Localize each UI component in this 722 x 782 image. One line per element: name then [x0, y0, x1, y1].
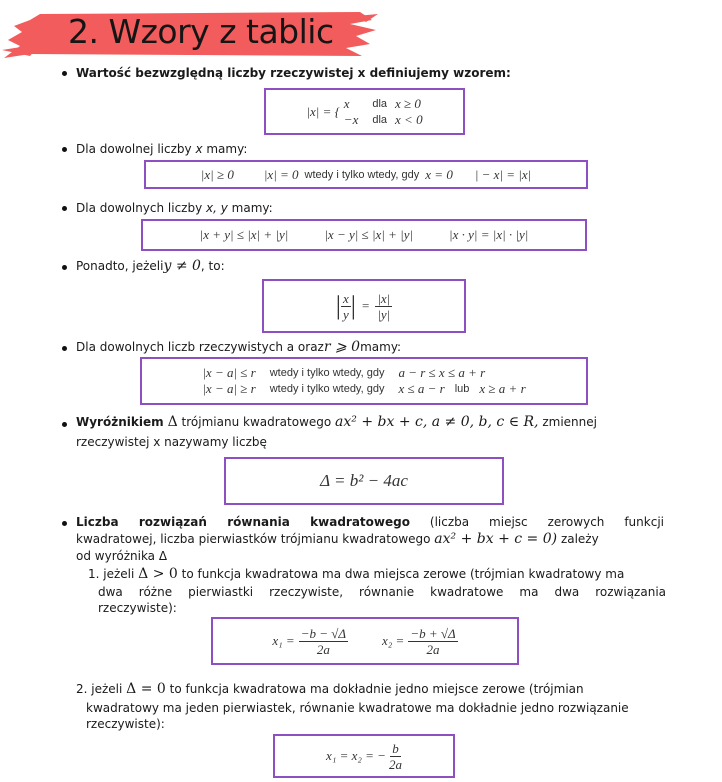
bullet [62, 71, 67, 76]
bullet [62, 521, 67, 526]
quotient-formula: | $\frac{x}{y}$ | = $\frac{|x|}{|y|}$ [335, 290, 391, 322]
case2-cond: x < 0 [395, 111, 423, 127]
formula-abs-neg: | − x| = |x| [474, 166, 532, 182]
solutions-line1: Liczba rozwiązań równania kwadratowego (liczba miejsc zerowych funkcji [76, 515, 664, 529]
product-rule: |x · y| = |x| · |y| [449, 227, 529, 242]
difference-inequality: |x − y| ≤ |x| + |y| [324, 227, 414, 242]
bullet [62, 346, 67, 351]
any-x-formula-box [144, 160, 588, 189]
any-xy-text: Dla dowolnych liczby x, y mamy: [76, 201, 273, 215]
one-root-formula-box [273, 734, 455, 778]
bullet [62, 206, 67, 211]
two-roots-formula-box [211, 617, 519, 665]
abs-def-text: Wartość bezwzględną liczby rzeczywistej x definiujemy wzorem: [76, 66, 511, 80]
solutions-line2: kwadratowej, liczba pierwiastków trójmianu kwadratowego ax² + bx + c = 0) zależy [76, 531, 599, 547]
page-title: 2. Wzory z tablic [68, 12, 334, 51]
case2-dla: dla [372, 113, 388, 126]
quotient-formula-box [262, 279, 466, 333]
abs-bar-left: | [335, 291, 341, 320]
x1-formula: x₁ = $\frac{-b - √\Delta}{2a}$ [272, 625, 346, 657]
discriminant-line2: rzeczywistej x nazywamy liczbę [76, 435, 267, 449]
bullet [62, 422, 67, 427]
abs-bar-right: | [350, 291, 356, 320]
abs-def-formula-box [264, 88, 465, 135]
row2-rhs-a: x ≤ a − r [398, 381, 445, 396]
case1-dla: dla [372, 97, 388, 110]
case2-line2: kwadratowy ma jeden pierwiastek, równanie kwadratowe ma dokładnie jedno rozwiązanie [86, 701, 629, 715]
solutions-line3: od wyróżnika Δ [76, 549, 168, 563]
iff-text: wtedy i tylko wtedy, gdy [304, 168, 420, 181]
any-xy-formula-box [141, 219, 587, 251]
formula-abs-nonneg: |x| ≥ 0 [200, 166, 234, 182]
any-x-text: Dla dowolnej liczby x mamy: [76, 142, 248, 156]
double-root-formula: x₁ = x₂ = − $\frac{b}{2a}$ [326, 740, 402, 772]
row1-rhs: a − r ≤ x ≤ a + r [398, 365, 486, 380]
row2-rhs-b: x ≥ a + r [479, 381, 526, 396]
row1-iff: wtedy i tylko wtedy, gdy [269, 367, 385, 379]
case2-line1: 2. jeżeli Δ = 0 to funkcja kwadratowa ma dokładnie jedno miejsce zerowe (trójmian [76, 681, 584, 697]
case1-line3: rzeczywiste): [98, 601, 177, 615]
x2-formula: x₂ = $\frac{-b + √\Delta}{2a}$ [382, 625, 456, 657]
distance-text: Dla dowolnych liczb rzeczywistych a oraz r ⩾ 0 mamy: [76, 339, 402, 355]
case1-cond: x ≥ 0 [395, 95, 421, 111]
bullet [62, 147, 67, 152]
row2-lhs: |x − a| ≥ r [202, 381, 256, 396]
formula-abs-zero: |x| = 0 [263, 166, 299, 182]
quotient-text: Ponadto, jeżeli y ≠ 0 , to: [76, 258, 225, 274]
discriminant-formula: Δ = b² − 4ac [320, 471, 408, 490]
formula-x-zero: x = 0 [425, 166, 453, 182]
abs-lhs: |x| = { [306, 103, 340, 119]
row2-lub: lub [454, 383, 470, 395]
distance-formula-box [140, 357, 588, 405]
case2-line3: rzeczywiste): [86, 717, 165, 731]
case1-line1: 1. jeżeli Δ > 0 to funkcja kwadratowa ma dwa miejsca zerowe (trójmian kwadratowy ma [88, 566, 625, 582]
case2-value: −x [343, 111, 359, 127]
bullet [62, 265, 67, 270]
discriminant-formula-box [224, 457, 504, 505]
case1-value: x [343, 95, 350, 111]
case1-line2: dwa różne pierwiastki rzeczywiste, równanie kwadratowe ma dwa rozwiązania [98, 585, 666, 599]
discriminant-text: Wyróżnikiem Δ trójmianu kwadratowego ax² + bx + c, a ≠ 0, b, c ∈ R, zmiennej [76, 414, 597, 430]
row2-iff: wtedy i tylko wtedy, gdy [269, 383, 385, 395]
triangle-inequality: |x + y| ≤ |x| + |y| [199, 227, 289, 242]
row1-lhs: |x − a| ≤ r [202, 365, 256, 380]
